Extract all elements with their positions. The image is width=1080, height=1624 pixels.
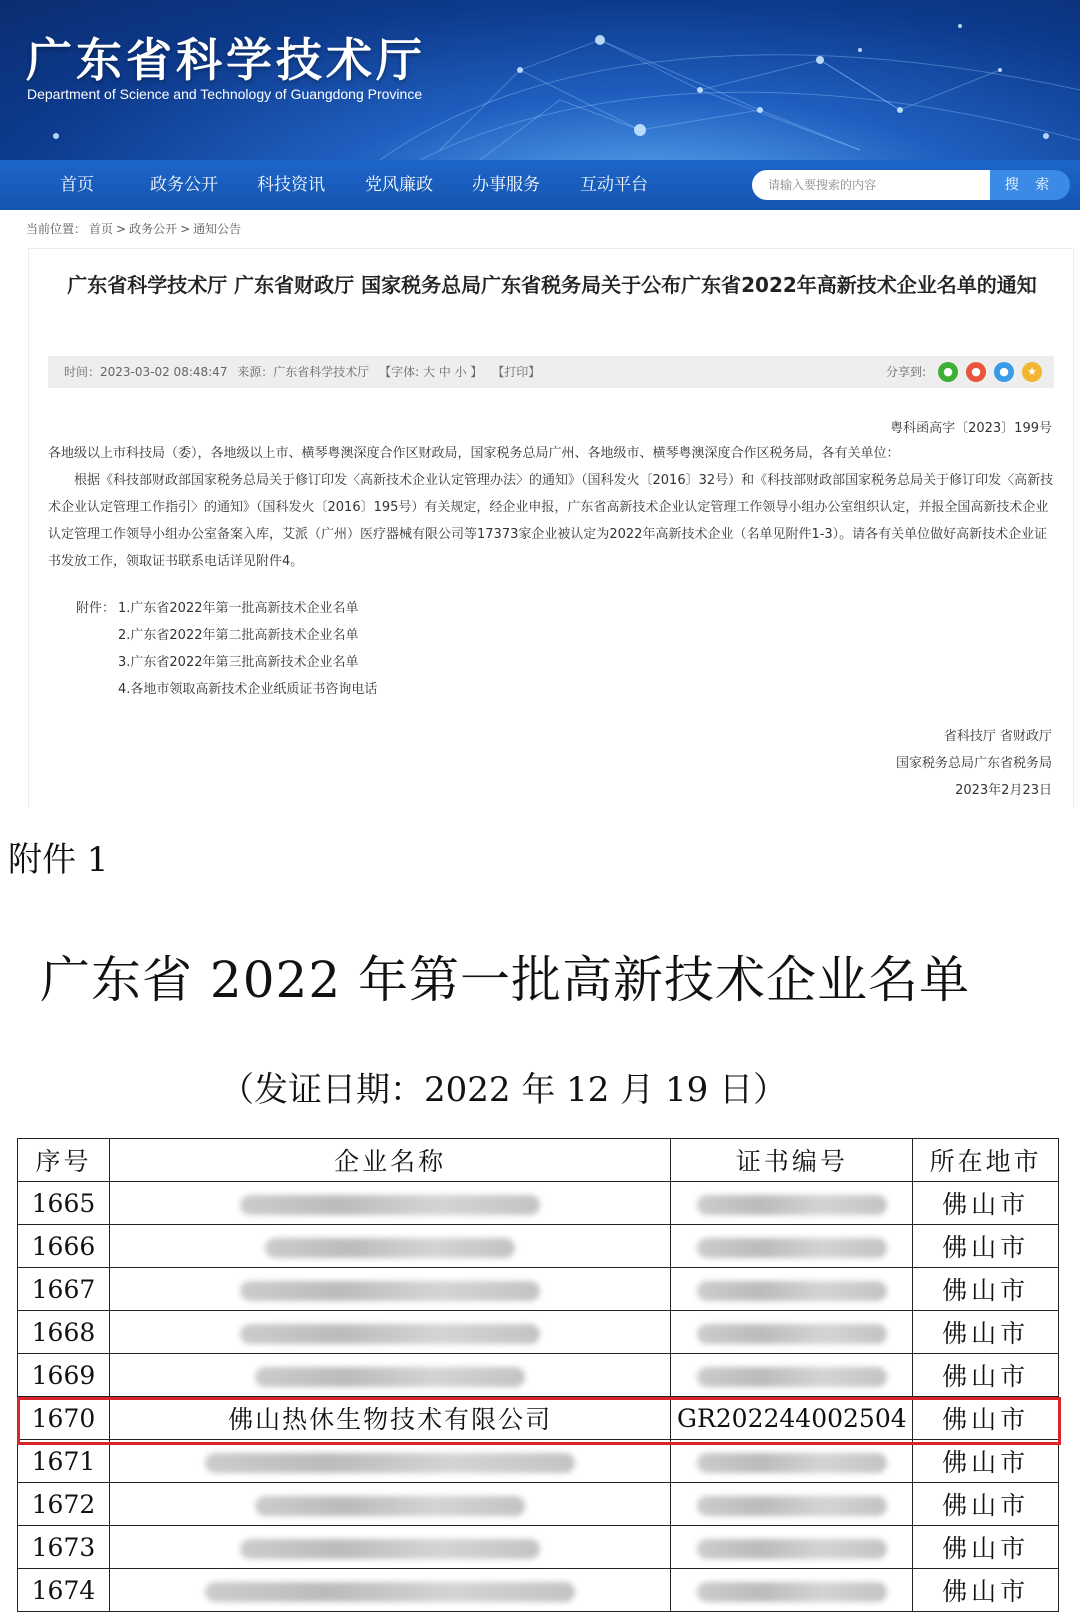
- blurred-certificate-no: [671, 1311, 913, 1354]
- row-no: 1674: [18, 1569, 110, 1612]
- table-row: [18, 1225, 1059, 1268]
- blurred-certificate-no: [671, 1268, 913, 1311]
- site-title: 广东省科学技术厅: [26, 33, 426, 87]
- company-name: 佛山热休生物技术有限公司: [109, 1397, 670, 1440]
- blurred-certificate-no: [671, 1354, 913, 1397]
- site-subtitle: Department of Science and Technology of Guangdong Province: [27, 86, 423, 102]
- site-header: [0, 0, 1080, 160]
- attachments-label: 附件：: [76, 601, 116, 616]
- attachment-link-3[interactable]: 3.广东省2022年第三批高新技术企业名单: [118, 655, 359, 670]
- row-no: 1668: [18, 1311, 110, 1354]
- blurred-company-name: [109, 1483, 670, 1526]
- table-row: [18, 1483, 1059, 1526]
- blurred-company-name: [109, 1268, 670, 1311]
- table-header-row: [18, 1139, 1059, 1182]
- signature-tax-bureau: 国家税务总局广东省税务局: [895, 756, 1052, 771]
- blurred-company-name: [109, 1311, 670, 1354]
- attachment-link-1[interactable]: 1.广东省2022年第一批高新技术企业名单: [118, 601, 359, 616]
- list-subtitle: （发证日期：2022 年 12 月 19 日）: [220, 1070, 788, 1110]
- blurred-certificate-no: [671, 1225, 913, 1268]
- table-row: [18, 1268, 1059, 1311]
- breadcrumb-separator: >: [180, 222, 191, 236]
- row-no: 1665: [18, 1182, 110, 1225]
- row-city: 佛山市: [913, 1569, 1059, 1612]
- weibo-share-icon[interactable]: ●: [966, 362, 986, 382]
- breadcrumb-home[interactable]: 首页: [89, 222, 114, 236]
- font-size-control[interactable]: 【字体: 大 中 小 】: [379, 365, 483, 379]
- nav-item-home[interactable]: 首页: [60, 175, 94, 195]
- blurred-certificate-no: [671, 1440, 913, 1483]
- breadcrumb-government-affairs[interactable]: 政务公开: [129, 222, 178, 236]
- share-label: 分享到:: [886, 365, 927, 379]
- article-title: 广东省科学技术厅 广东省财政厅 国家税务总局广东省税务局关于公布广东省2022年高新技术企业名单的通知: [67, 273, 1037, 297]
- row-city: 佛山市: [913, 1225, 1059, 1268]
- attachment-heading: 附件 1: [8, 840, 109, 880]
- blurred-company-name: [109, 1526, 670, 1569]
- table-row: [18, 1182, 1059, 1225]
- row-city: 佛山市: [913, 1354, 1059, 1397]
- header-company-name: 企业名称: [109, 1139, 670, 1182]
- breadcrumb-separator: >: [116, 222, 127, 236]
- qq-share-icon[interactable]: ●: [994, 362, 1014, 382]
- row-city: 佛山市: [913, 1311, 1059, 1354]
- attachment-link-4[interactable]: 4.各地市领取高新技术企业纸质证书咨询电话: [118, 682, 378, 697]
- row-no: 1666: [18, 1225, 110, 1268]
- row-city: 佛山市: [913, 1268, 1059, 1311]
- search-input[interactable]: 请输入要搜索的内容: [752, 170, 990, 200]
- blurred-company-name: [109, 1569, 670, 1612]
- certificate-no: GR202244002504: [671, 1397, 913, 1440]
- attachment-link-2[interactable]: 2.广东省2022年第二批高新技术企业名单: [118, 628, 359, 643]
- publish-time: 时间：2023-03-02 08:48:47: [64, 365, 228, 379]
- table-row: [18, 1440, 1059, 1483]
- wechat-share-icon[interactable]: ●: [938, 362, 958, 382]
- row-no: 1671: [18, 1440, 110, 1483]
- enterprise-table: [17, 1138, 1059, 1612]
- row-city: 佛山市: [913, 1526, 1059, 1569]
- header-no: 序号: [18, 1139, 110, 1182]
- row-city: 佛山市: [913, 1483, 1059, 1526]
- row-no: 1667: [18, 1268, 110, 1311]
- nav-item-government-affairs[interactable]: 政务公开: [150, 175, 218, 195]
- article-source: 来源：广东省科学技术厅: [237, 365, 370, 379]
- row-no: 1673: [18, 1526, 110, 1569]
- breadcrumb-notices[interactable]: 通知公告: [193, 222, 242, 236]
- blurred-company-name: [109, 1225, 670, 1268]
- nav-item-interaction[interactable]: 互动平台: [580, 175, 648, 195]
- print-link[interactable]: 【打印】: [492, 365, 541, 379]
- article-salutation: 各地级以上市科技局（委），各地级以上市、横琴粤澳深度合作区财政局，国家税务总局广州、各地级市、横琴粤澳深度合作区税务局，各有关单位：: [48, 446, 900, 461]
- article-meta-bar: [48, 356, 1054, 388]
- breadcrumb-label: 当前位置：: [26, 222, 87, 236]
- row-no: 1672: [18, 1483, 110, 1526]
- row-city: 佛山市: [913, 1397, 1059, 1440]
- table-row: [18, 1569, 1059, 1612]
- search-button[interactable]: 搜 索: [990, 170, 1070, 200]
- blurred-company-name: [109, 1354, 670, 1397]
- blurred-certificate-no: [671, 1526, 913, 1569]
- qzone-share-icon[interactable]: ★: [1022, 362, 1042, 382]
- signature-departments: 省科技厅 省财政厅: [943, 729, 1052, 744]
- header-city: 所在地市: [913, 1139, 1059, 1182]
- signature-date: 2023年2月23日: [955, 783, 1052, 798]
- nav-item-services[interactable]: 办事服务: [472, 175, 540, 195]
- nav-item-party-integrity[interactable]: 党风廉政: [365, 175, 433, 195]
- blurred-certificate-no: [671, 1483, 913, 1526]
- blurred-certificate-no: [671, 1569, 913, 1612]
- row-no: 1669: [18, 1354, 110, 1397]
- row-city: 佛山市: [913, 1440, 1059, 1483]
- header-certificate-no: 证书编号: [671, 1139, 913, 1182]
- nav-item-tech-news[interactable]: 科技资讯: [257, 175, 325, 195]
- article-body: 根据《科技部财政部国家税务总局关于修订印发〈高新技术企业认定管理办法〉的通知》（国科发火〔2016〕32号）和《科技部财政部国家税务总局关于修订印发〈高新技术企业认定管理工作指引〉的通知》（国科发火〔2016〕195号）有关规定，经企业申报，广东省高新技术企业认定管理工作领导小组办公室组织认定，并报全国高新技术企业认定管理工作领导小组办公室备案入库，艾派（广州）医疗器械有限公司等17373家企业被认定为2022年高新技术企业（名单见附件1-3）。请各有关单位做好高新技术企业证书发放工作，领取证书联系电话详见附件4。: [48, 473, 1054, 569]
- list-title: 广东省 2022 年第一批高新技术企业名单: [40, 951, 971, 1009]
- table-row-highlighted: [18, 1397, 1059, 1440]
- blurred-certificate-no: [671, 1182, 913, 1225]
- table-row: [18, 1311, 1059, 1354]
- document-number: 粤科函高字〔2023〕199号: [890, 421, 1052, 436]
- blurred-company-name: [109, 1440, 670, 1483]
- row-city: 佛山市: [913, 1182, 1059, 1225]
- blurred-company-name: [109, 1182, 670, 1225]
- breadcrumb: [26, 220, 244, 237]
- table-row: [18, 1354, 1059, 1397]
- row-no: 1670: [18, 1397, 110, 1440]
- table-row: [18, 1526, 1059, 1569]
